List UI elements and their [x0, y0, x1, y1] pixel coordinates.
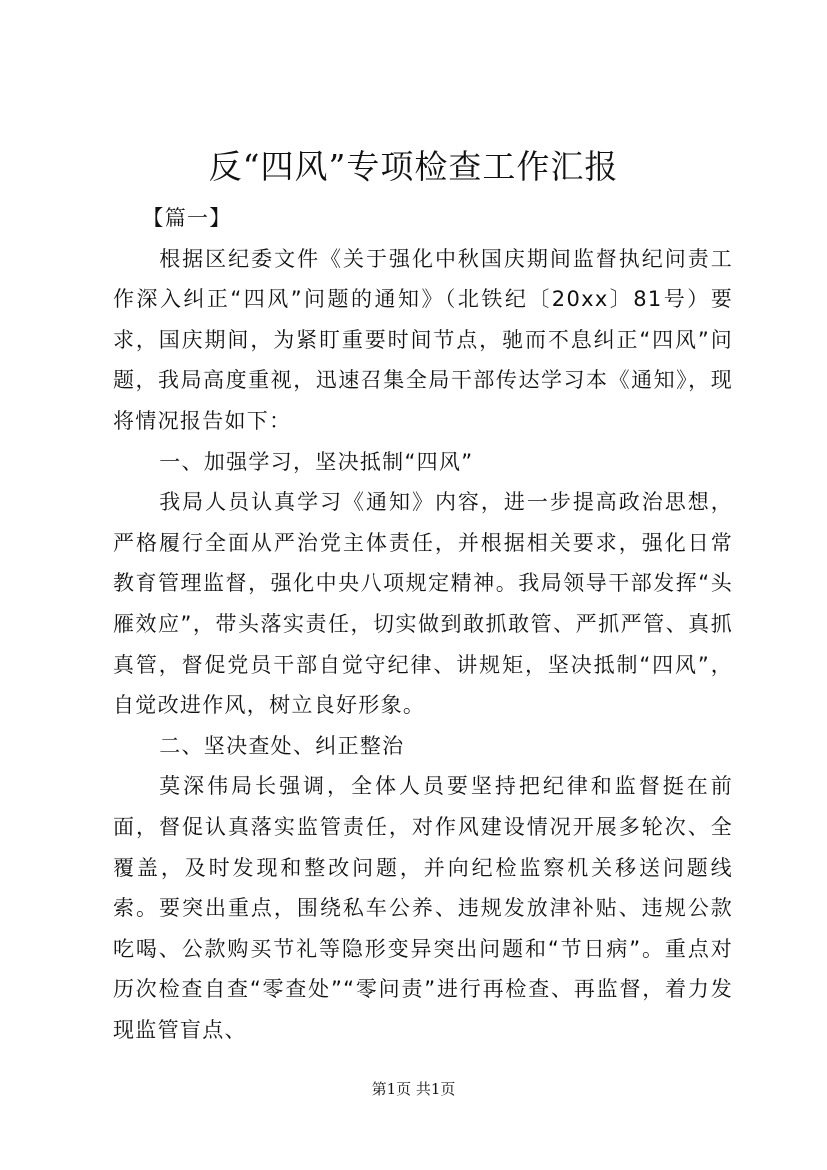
document-title: 反“四风”专项检查工作汇报	[208, 147, 619, 186]
paragraph-rectify: 莫深伟局长强调，全体人员要坚持把纪律和监督挺在前面，督促认真落实监管责任，对作风建设情况开展多轮次、全覆盖，及时发现和整改问题，并向纪检监察机关移送问题线索。要突出重点，围绕私车公养、违规发放津补贴、违规公款吃喝、公款购买节礼等隐形变异突出问题和“节日病”。重点对历次检查自查“零查处”“零问责”进行再检查、再监督，着力发现监管盲点、	[113, 774, 733, 1042]
section-label: 【篇一】	[142, 206, 232, 230]
section-heading-2: 二、坚决查处、纠正整治	[159, 733, 405, 758]
paragraph-study: 我局人员认真学习《通知》内容，进一步提高政治思想，严格履行全面从严治党主体责任，并根据相关要求，强化日常教育管理监督，强化中央八项规定精神。我局领导干部发挥“头雁效应”，带头落实责任，切实做到敢抓敢管、严抓严管、真抓真管，督促党员干部自觉守纪律、讲规矩，坚决抵制“四风”，自觉改进作风，树立良好形象。	[113, 490, 733, 718]
paragraph-intro: 根据区纪委文件《关于强化中秋国庆期间监督执纪问责工作深入纠正“四风”问题的通知》（北铁纪〔20xx〕81号）要求，国庆期间，为紧盯重要时间节点，驰而不息纠正“四风”问题，我局高度重视，迅速召集全局干部传达学习本《通知》，现将情况报告如下：	[113, 246, 733, 433]
document-body	[113, 198, 733, 1050]
section-heading-1: 一、加强学习，坚决抵制“四风”	[159, 449, 474, 474]
page-number-footer: 第1页 共1页	[371, 1080, 456, 1098]
